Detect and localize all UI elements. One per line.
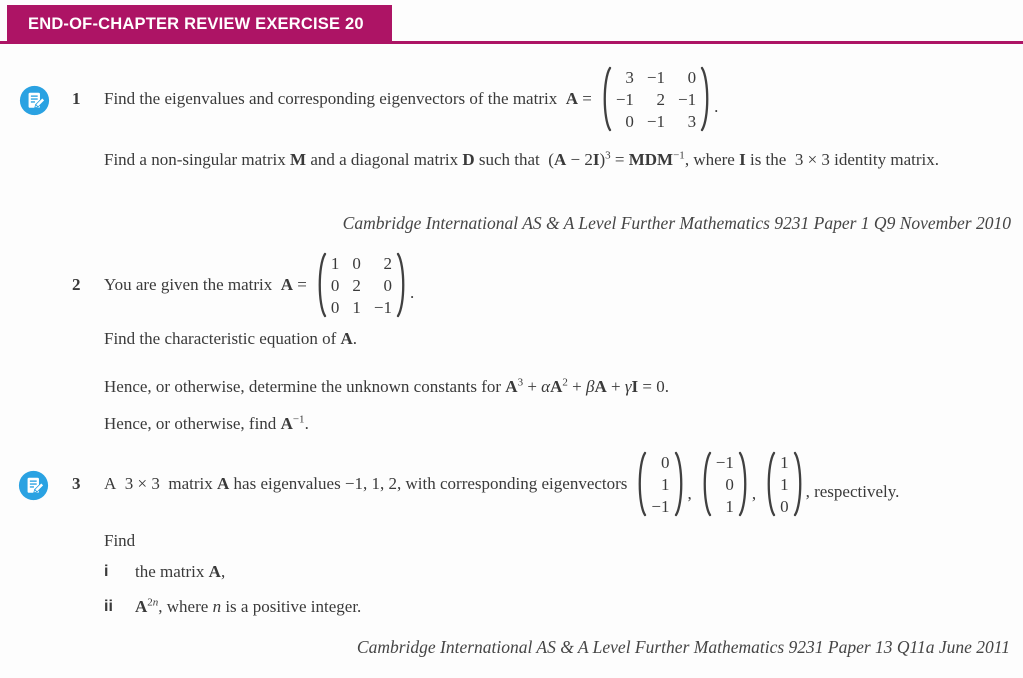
matrix-grid: 1 0 2 0 2 0 0 1 −1 xyxy=(330,253,392,317)
part-i-label: i xyxy=(104,563,109,580)
question-1-period: . xyxy=(714,97,719,116)
question-3-text: A 3 × 3 matrix A has eigenvalues −1, 1, 2, with corresponding eigenvectors xyxy=(104,474,628,493)
part-i-text: the matrix A, xyxy=(135,562,226,581)
worked-solution-icon xyxy=(19,85,50,116)
question-1-matrix xyxy=(599,65,713,133)
question-1-paragraph-2: Find a non-singular matrix M and a diagonal matrix D such that $(A - 2I)^3 = MDM^{-1}$, where I is the 3 × 3 identity matrix. xyxy=(104,149,939,169)
part-ii-label: ii xyxy=(104,598,113,615)
question-2-period: . xyxy=(409,283,415,302)
part-ii-text: $A^{2n}$, where n is a positive integer. xyxy=(135,596,362,616)
question-3-number: 3 xyxy=(72,474,81,493)
left-paren-icon xyxy=(634,450,647,518)
left-paren-icon xyxy=(599,65,612,133)
right-paren-icon xyxy=(738,450,751,518)
left-paren-icon xyxy=(699,450,712,518)
question-3-find-label: Find xyxy=(104,531,136,550)
right-paren-icon xyxy=(700,65,713,133)
vector-grid: 0 1 −1 xyxy=(651,452,670,516)
right-paren-icon xyxy=(793,450,806,518)
question-3-statement xyxy=(72,449,899,519)
question-3-attribution: Cambridge International AS & A Level Further Mathematics 9231 Paper 13 Q11a June 2011 xyxy=(356,637,1010,657)
question-3-respectively: , respectively. xyxy=(805,482,900,501)
question-2-matrix xyxy=(314,251,409,319)
right-paren-icon xyxy=(396,251,409,319)
question-1-statement xyxy=(72,64,718,134)
left-paren-icon xyxy=(763,450,776,518)
eigenvector-2 xyxy=(699,450,751,518)
worked-solution-icon xyxy=(18,470,49,501)
question-2-part-a: Find the characteristic equation of A. xyxy=(104,329,358,348)
left-paren-icon xyxy=(314,251,327,319)
question-2-part-b: Hence, or otherwise, determine the unknown constants for $A^3 + \alpha A^2 + \beta A + \gamma I = 0$. xyxy=(104,376,669,396)
vector-grid: 1 1 0 xyxy=(780,452,789,516)
question-2-text: You are given the matrix A = xyxy=(104,275,307,294)
matrix-grid: 3 −1 0 −1 2 −1 0 −1 3 xyxy=(615,67,697,131)
question-1-text: Find the eigenvalues and corresponding eigenvectors of the matrix A = xyxy=(104,89,592,108)
vector-separator: , xyxy=(751,484,757,503)
question-2-statement xyxy=(72,250,414,320)
eigenvector-3 xyxy=(763,450,806,518)
section-title: END-OF-CHAPTER REVIEW EXERCISE 20 xyxy=(28,15,364,33)
eigenvector-1 xyxy=(634,450,686,518)
question-1-number: 1 xyxy=(72,89,81,108)
question-2-number: 2 xyxy=(72,275,81,294)
question-1-attribution: Cambridge International AS & A Level Further Mathematics 9231 Paper 1 Q9 November 2010 xyxy=(342,213,1011,233)
right-paren-icon xyxy=(674,450,687,518)
section-banner xyxy=(7,5,392,44)
vector-grid: −1 0 1 xyxy=(715,452,734,516)
vector-separator: , xyxy=(687,484,692,503)
question-2-part-c: Hence, or otherwise, find $A^{-1}$. xyxy=(104,413,309,433)
